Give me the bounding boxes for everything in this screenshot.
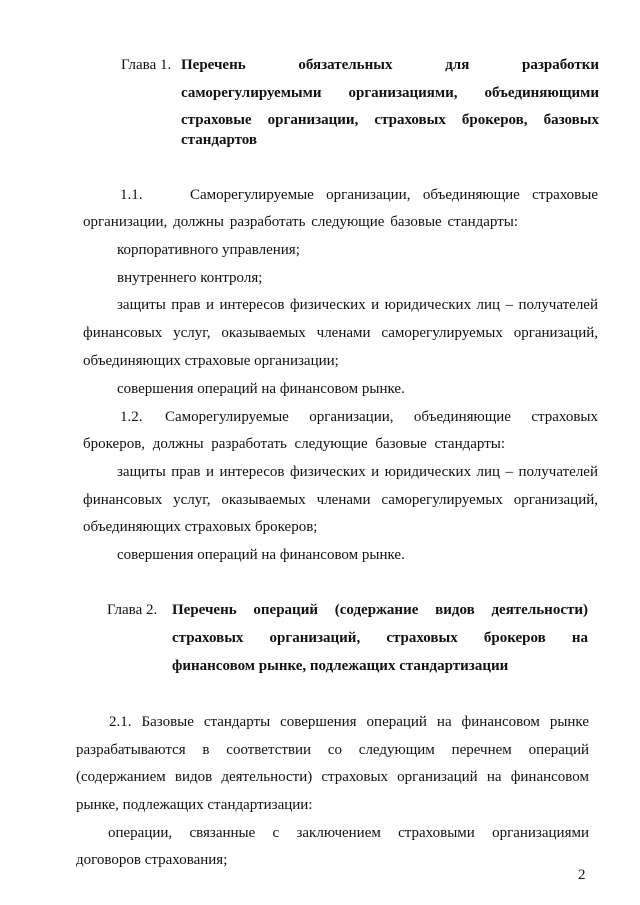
- chapter-1-heading-line-4: стандартов: [181, 132, 257, 148]
- section-1-2-item-1-line-2: финансовых услуг, оказываемых членами саморегулируемых организаций,: [83, 492, 598, 508]
- section-1-1-line-2: организации, должны разработать следующие базовые стандарты:: [83, 214, 518, 230]
- chapter-1-label: Глава 1.: [121, 57, 172, 73]
- section-1-1-item-3-line-3: объединяющих страховые организации;: [83, 353, 339, 369]
- chapter-2-label: Глава 2.: [107, 602, 158, 618]
- page-number: 2: [578, 867, 586, 883]
- section-2-1-line-2: разрабатываются в соответствии со следующим перечнем операций: [76, 742, 589, 758]
- section-1-1-item-2: внутреннего контроля;: [117, 270, 263, 286]
- chapter-2-heading-line-3: финансовом рынке, подлежащих стандартизации: [172, 658, 509, 674]
- chapter-2-heading-line-2: страховых организаций, страховых брокеров на: [172, 630, 588, 646]
- section-1-2-line-2: брокеров, должны разработать следующие базовые стандарты:: [83, 436, 505, 452]
- section-2-1-line-1: 2.1. Базовые стандарты совершения операций на финансовом рынке: [109, 714, 589, 730]
- chapter-1-heading-line-2: саморегулируемыми организациями, объединяющими: [181, 85, 599, 101]
- chapter-2-heading-line-1: Перечень операций (содержание видов деятельности): [172, 602, 588, 618]
- section-2-1-line-4: рынке, подлежащих стандартизации:: [76, 797, 313, 813]
- section-1-2-line-1: Саморегулируемые организации, объединяющие страховых: [165, 409, 598, 425]
- section-1-1-item-3-line-2: финансовых услуг, оказываемых членами саморегулируемых организаций,: [83, 325, 598, 341]
- chapter-1-heading-line-1: Перечень обязательных для разработки: [181, 57, 599, 73]
- section-2-1-line-3: (содержанием видов деятельности) страховых организаций на финансовом: [76, 769, 589, 785]
- section-2-1-item-1-line-1: операции, связанные с заключением страховыми организациями: [108, 825, 589, 841]
- section-1-1-line-1: Саморегулируемые организации, объединяющие страховые: [190, 187, 598, 203]
- section-1-1-number: 1.1.: [120, 187, 143, 203]
- chapter-1-heading-line-3: страховые организации, страховых брокеров, базовых: [181, 112, 599, 128]
- section-1-2-item-1-line-1: защиты прав и интересов физических и юридических лиц – получателей: [117, 464, 598, 480]
- section-1-2-number: 1.2.: [120, 409, 143, 425]
- section-1-2-item-2: совершения операций на финансовом рынке.: [117, 547, 405, 563]
- section-1-1-item-1: корпоративного управления;: [117, 242, 300, 258]
- section-1-1-item-3-line-1: защиты прав и интересов физических и юридических лиц – получателей: [117, 297, 598, 313]
- section-1-1-item-4: совершения операций на финансовом рынке.: [117, 381, 405, 397]
- section-2-1-item-1-line-2: договоров страхования;: [76, 852, 228, 868]
- section-1-2-item-1-line-3: объединяющих страховых брокеров;: [83, 519, 318, 535]
